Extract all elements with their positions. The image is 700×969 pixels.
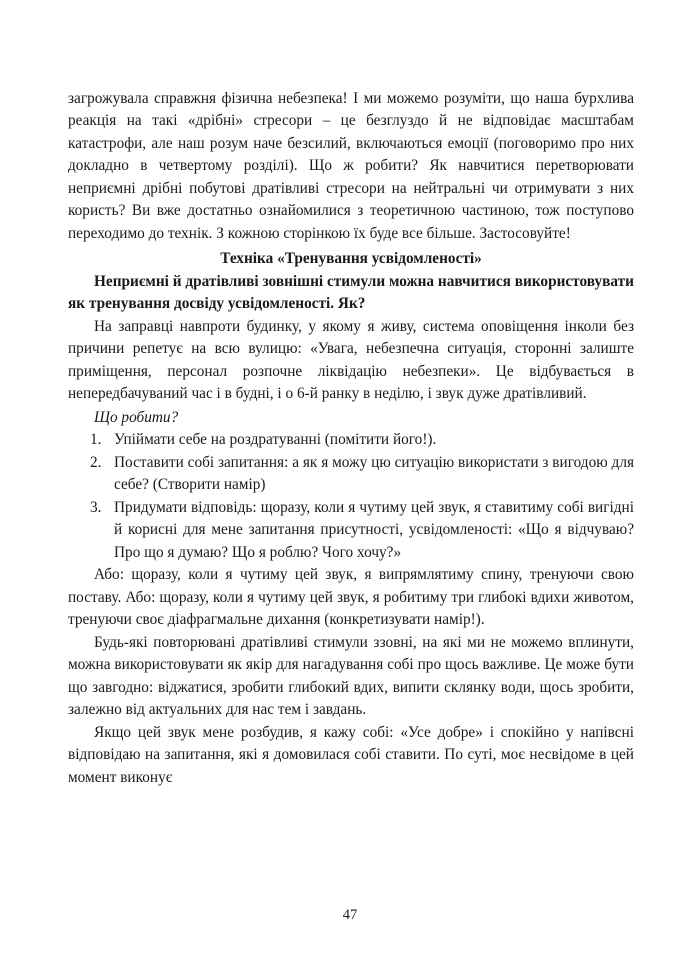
paragraph-closing: Якщо цей звук мене розбудив, я кажу собі: «Усе добре» і спокійно у напівсні відповідаю на запитання, які я домовилася собі ставити. По суті, моє несвідоме в цей момент виконує [68, 723, 634, 786]
paragraph-question: Що робити? [94, 408, 179, 426]
list-item-number: 1. [90, 431, 102, 449]
technique-heading: Техніка «Тренування усвідомленості» [220, 250, 482, 268]
list-item-number: 3. [90, 498, 102, 516]
paragraph-alternatives: Або: щоразу, коли я чутиму цей звук, я випрямлятиму спину, тренуючи свою поставу. Або: щоразу, коли я чутиму цей звук, я робитиму три глибокі вдихи животом, тренуючи своє діафрагмальне дихання (конкретизувати намір!). [68, 566, 634, 629]
list-item-text: Поставити собі запитання: а як я можу цю ситуацію використати з вигодою для себе? (Створити намір) [114, 453, 634, 494]
steps-list [68, 429, 634, 564]
list-item-text: Упіймати себе на роздратуванні (помітити його!). [114, 431, 437, 449]
paragraph-story: На заправці навпроти будинку, у якому я живу, система оповіщення інколи без причини репетує на всю вулицю: «Увага, небезпечна ситуація, сторонні залиште приміщення, персонал розпочне ліквідацію небезпеки». Це відбувається в непередбачуваний час і в будні, і о 6-й ранку в неділю, і звук дуже дратівливий. [68, 317, 634, 403]
list-item [68, 452, 634, 497]
list-item [68, 497, 634, 564]
paragraph-continuation: загрожувала справжня фізична небезпека! І ми можемо розуміти, що наша бурхлива реакція на такі «дрібні» стресори – це безглуздо й не відповідає масштабам катастрофи, але наш розум наче безсилий, включаються емоції (поговоримо про них докладно в четвертому розділі). Що ж робити? Як навчитися перетворювати неприємні дрібні побутові дратівливі стресори на нейтральні чи отримувати з них користь? Ви вже достатньо ознайомилися з теоретичною частиною, тож поступово переходимо до технік. З кожною сторінкою їх буде все більше. Застосовуйте! [68, 90, 634, 242]
list-item-number: 2. [90, 453, 102, 471]
paragraph-anchors: Будь-які повторювані дратівливі стимули ззовні, на які ми не можемо вплинути, можна використовувати як якір для нагадування собі про щось важливе. Це може бути що завгодно: віджатися, зробити глибокий вдих, випити склянку води, щось зробити, залежно від актуальних для нас тем і завдань. [68, 633, 634, 719]
list-item [68, 429, 634, 451]
list-item-text: Придумати відповідь: щоразу, коли я чутиму цей звук, я ставитиму собі вигідні й корисні для мене запитання присутності, усвідомленості: «Що я відчуваю? Про що я думаю? Що я роблю? Чого хочу?» [114, 498, 634, 561]
page-body [68, 88, 634, 789]
page-number: 47 [342, 907, 358, 923]
paragraph-lead-bold: Неприємні й дратівливі зовнішні стимули можна навчитися використовувати як тренування досвіду усвідомленості. Як? [68, 272, 634, 313]
